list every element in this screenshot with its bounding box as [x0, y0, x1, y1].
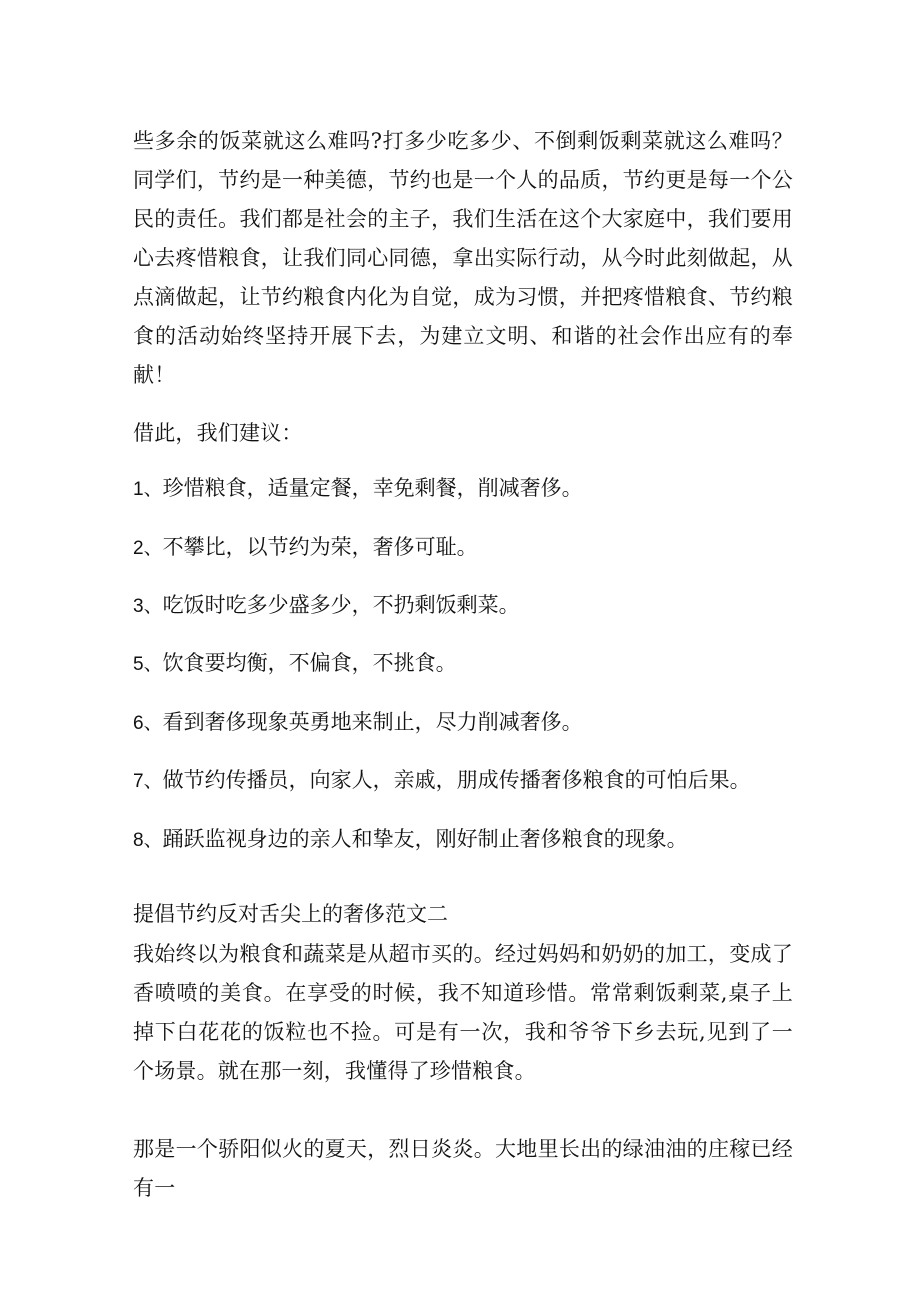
suggestion-text: 珍惜粮食，适量定餐，幸免剩餐，削减奢侈。	[162, 476, 583, 500]
suggestion-text: 做节约传播员，向家人，亲戚，朋成传播奢侈粮食的可怕后果。	[162, 768, 751, 792]
suggestion-number: 5、	[133, 654, 163, 675]
suggestion-number: 3、	[133, 596, 163, 617]
suggestion-number: 8、	[133, 830, 163, 851]
body-paragraph: 我始终以为粮食和蔬菜是从超市买的。经过妈妈和奶奶的加工，变成了香喷喷的美食。在享受的时候，我不知道珍惜。常常剩饭剩菜,桌子上掉下白花花的饭粒也不捡。可是有一次，我和爷爷下乡去玩,见到了一个场景。就在那一刻，我懂得了珍惜粮食。	[133, 942, 793, 1083]
suggestion-intro: 借此，我们建议：	[133, 421, 303, 445]
suggestion-text: 看到奢侈现象英勇地来制止，尽力削减奢侈。	[162, 710, 583, 734]
suggestion-item	[133, 824, 793, 856]
suggestion-number: 1、	[133, 479, 163, 500]
suggestion-item	[133, 765, 793, 797]
suggestion-number: 2、	[133, 538, 163, 559]
suggestion-item	[133, 648, 793, 680]
suggestion-item	[133, 473, 793, 505]
suggestion-number: 7、	[133, 771, 163, 792]
body-paragraph: 那是一个骄阳似火的夏天，烈日炎炎。大地里长出的绿油油的庄稼已经有一	[133, 1137, 793, 1200]
suggestion-text: 踊跃监视身边的亲人和挚友，刚好制止奢侈粮食的现象。	[162, 827, 688, 851]
suggestion-item	[133, 590, 793, 622]
suggestion-number: 6、	[133, 713, 163, 734]
suggestion-item	[133, 532, 793, 564]
body-paragraph: 些多余的饭菜就这么难吗?打多少吃多少、不倒剩饭剩菜就这么难吗？同学们，节约是一种美德，节约也是一个人的品质，节约更是每一个公民的责任。我们都是社会的主子，我们生活在这个大家庭中，我们要用心去疼惜粮食，让我们同心同德，拿出实际行动，从今时此刻做起，从点滴做起，让节约粮食内化为自觉，成为习惯，并把疼惜粮食、节约粮食的活动始终坚持开展下去，为建立文明、和谐的社会作出应有的奉献！	[133, 129, 793, 387]
suggestion-text: 不攀比，以节约为荣，奢侈可耻。	[162, 535, 478, 559]
suggestion-item	[133, 707, 793, 739]
suggestion-text: 饮食要均衡，不偏食，不挑食。	[162, 651, 457, 675]
essay-title: 提倡节约反对舌尖上的奢侈范文二	[133, 902, 448, 926]
suggestion-text: 吃饭时吃多少盛多少，不扔剩饭剩菜。	[162, 593, 520, 617]
